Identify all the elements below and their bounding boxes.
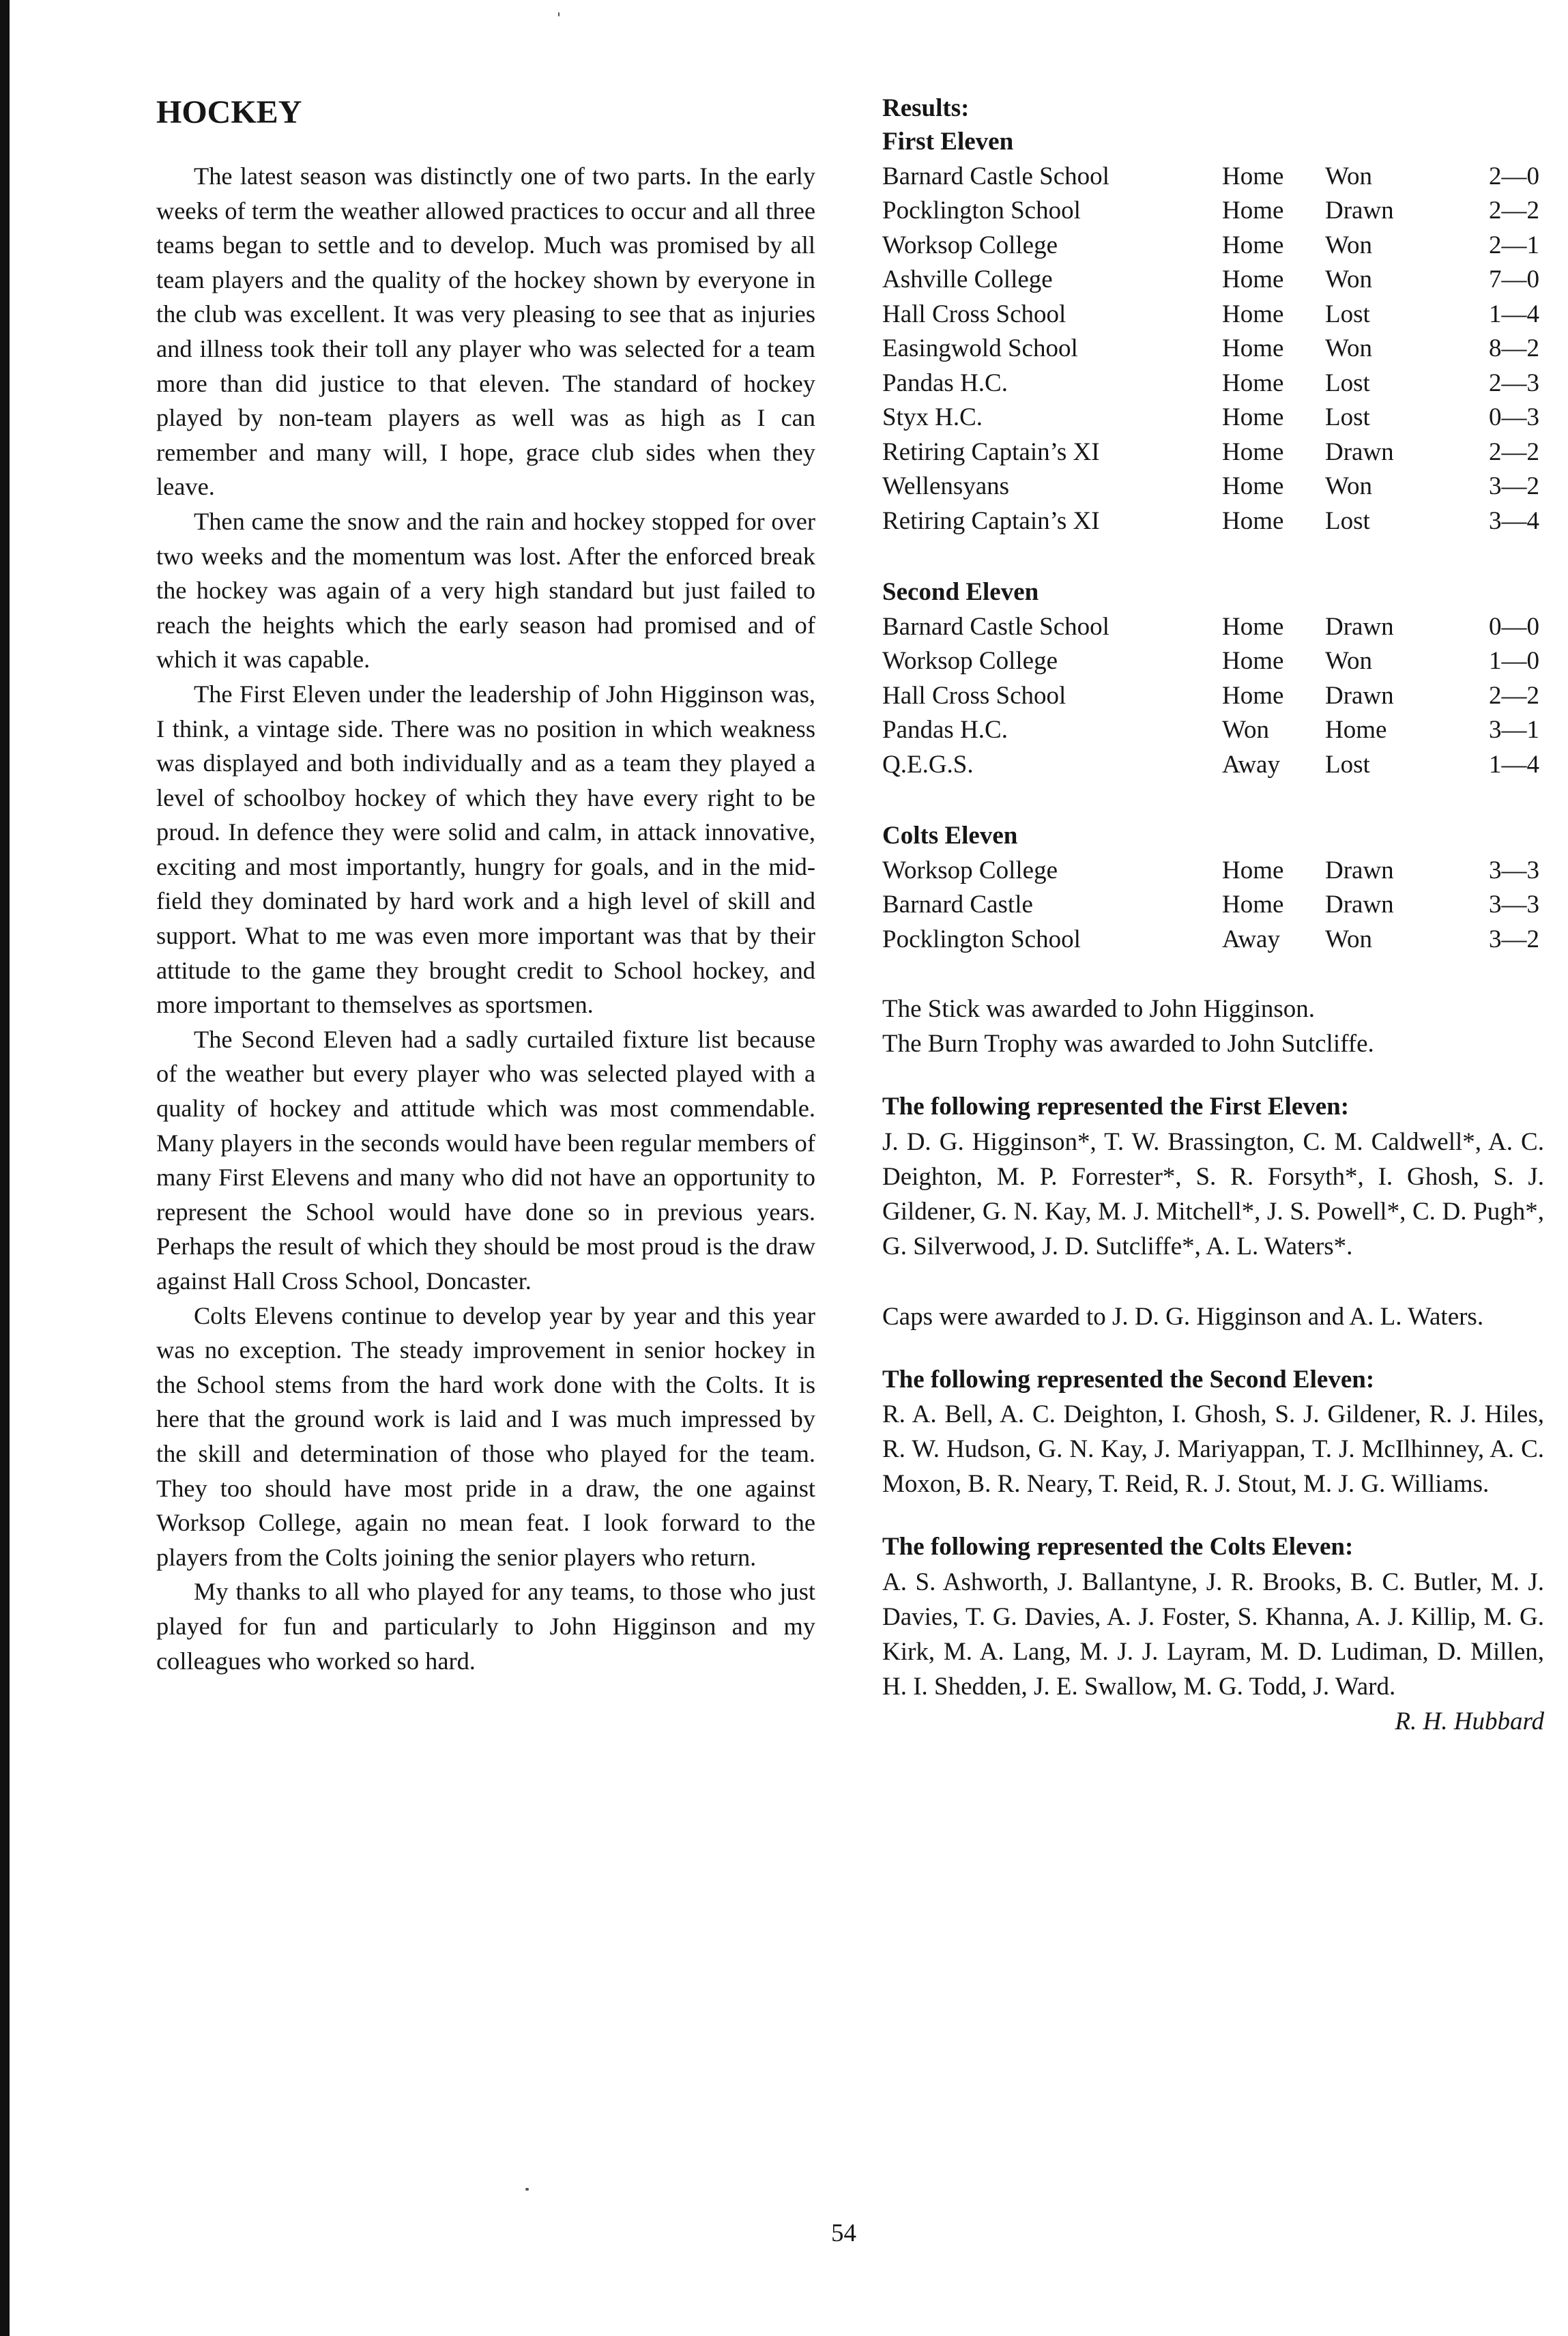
article-paragraph: The latest season was distinctly one of two parts. In the early weeks of term the weather allowed practices to occur and all three teams began to settle and to develop. Much was promised by all team players and the quality of the hockey shown by everyone in the club was excellent. It was very pleasing to see that as injuries and illness took their toll any player who was selected for a team more than did justice to that eleven. The standard of hockey played by non-team players as well was as high as I can remember and many will, I hope, grace club sides when they leave.	[156, 162, 815, 501]
colts-eleven-heading: Colts Eleven	[882, 822, 1018, 850]
match-score: 2—1	[1489, 231, 1539, 259]
opponent-name: Retiring Captain’s XI	[882, 437, 1100, 466]
result-row	[882, 644, 1539, 679]
match-venue: Home	[1222, 472, 1284, 500]
result-row	[882, 401, 1539, 435]
match-score: 3—2	[1489, 472, 1539, 500]
article-paragraph: The Second Eleven had a sadly curtailed fixture list because of the weather but every player who was selected played with a quality of hockey and attitude which was most commendable. Many players in the seconds would have been regular members of many First Elevens and many who did not have an opportunity to represent the School would have done so in previous years. Perhaps the result of which they should be most proud is the draw against Hall Cross School, Doncaster.	[156, 1025, 815, 1295]
result-row	[882, 713, 1539, 748]
match-venue: Home	[1222, 403, 1284, 431]
match-score: 1—4	[1489, 750, 1539, 779]
second-eleven-results-table	[882, 610, 1539, 783]
match-score: 3—3	[1489, 891, 1539, 919]
opponent-name: Wellensyans	[882, 472, 1010, 500]
match-result: Drawn	[1325, 612, 1394, 641]
article-column	[156, 92, 815, 1678]
opponent-name: Hall Cross School	[882, 681, 1066, 710]
result-row	[882, 435, 1539, 470]
match-venue: Home	[1222, 506, 1284, 535]
result-row	[882, 470, 1539, 504]
match-score: 3—3	[1489, 856, 1539, 884]
opponent-name: Easingwold School	[882, 334, 1078, 362]
match-venue: Won	[1222, 716, 1269, 744]
opponent-name: Hall Cross School	[882, 300, 1066, 328]
result-row	[882, 748, 1539, 783]
opponent-name: Worksop College	[882, 647, 1058, 675]
match-venue: Home	[1222, 647, 1284, 675]
match-result: Lost	[1325, 750, 1370, 779]
result-row	[882, 366, 1539, 401]
article-paragraph: My thanks to all who played for any teams, to those who just played for fun and particularly to John Higginson and my colleagues who worked so hard.	[156, 1578, 815, 1675]
article-title: HOCKEY	[156, 94, 302, 130]
match-score: 2—2	[1489, 437, 1539, 466]
match-result: Drawn	[1325, 681, 1394, 710]
result-row	[882, 610, 1539, 645]
match-result: Drawn	[1325, 891, 1394, 919]
article-paragraph: Then came the snow and the rain and hockey stopped for over two weeks and the momentum was lost. After the enforced break the hockey was again of a very high standard but just failed to reach the heights which the early season had promised and of which it was capable.	[156, 507, 815, 674]
results-heading: Results:	[882, 94, 970, 122]
author-signature: R. H. Hubbard	[1395, 1707, 1544, 1735]
result-row	[882, 923, 1539, 957]
match-venue: Home	[1222, 300, 1284, 328]
opponent-name: Pandas H.C.	[882, 369, 1008, 397]
match-score: 2—3	[1489, 369, 1539, 397]
match-score: 2—0	[1489, 162, 1539, 190]
article-paragraph: Colts Elevens continue to develop year by year and this year was no exception. The steady improvement in senior hockey in the School stems from the hard work done with the Colts. It is here that the ground work is laid and I was much impressed by the skill and determination of those who played for the team. They too should have most pride in a draw, the one against Worksop College, again no mean feat. I look forward to the players from the Colts joining the senior players who return.	[156, 1301, 815, 1571]
match-venue: Away	[1222, 925, 1280, 953]
match-result: Won	[1325, 472, 1372, 500]
match-venue: Home	[1222, 369, 1284, 397]
match-result: Won	[1325, 334, 1372, 362]
match-score: 3—1	[1489, 716, 1539, 744]
match-result: Won	[1325, 647, 1372, 675]
match-result: Won	[1325, 265, 1372, 293]
caps-awarded: Caps were awarded to J. D. G. Higginson and A. L. Waters.	[882, 1302, 1484, 1331]
match-score: 3—2	[1489, 925, 1539, 953]
page-number: 54	[831, 2219, 856, 2247]
match-venue: Home	[1222, 265, 1284, 293]
match-venue: Home	[1222, 437, 1284, 466]
result-row	[882, 888, 1539, 923]
opponent-name: Worksop College	[882, 856, 1058, 884]
match-result: Drawn	[1325, 197, 1394, 225]
scan-speck	[525, 2188, 529, 2191]
second-eleven-players-heading: The following represented the Second Eleven:	[882, 1365, 1375, 1394]
match-result: Home	[1325, 716, 1387, 744]
match-result: Won	[1325, 231, 1372, 259]
opponent-name: Styx H.C.	[882, 403, 983, 431]
results-column	[882, 92, 1544, 1739]
match-venue: Home	[1222, 334, 1284, 362]
scan-edge-shadow	[0, 0, 10, 2336]
colts-eleven-results-table	[882, 854, 1539, 957]
opponent-name: Worksop College	[882, 231, 1058, 259]
opponent-name: Pocklington School	[882, 197, 1081, 225]
result-row	[882, 332, 1539, 366]
match-result: Won	[1325, 162, 1372, 190]
opponent-name: Q.E.G.S.	[882, 750, 974, 779]
match-venue: Home	[1222, 681, 1284, 710]
result-row	[882, 298, 1539, 332]
opponent-name: Barnard Castle School	[882, 612, 1109, 641]
match-result: Won	[1325, 925, 1372, 953]
stick-award: The Stick was awarded to John Higginson.	[882, 995, 1316, 1023]
match-venue: Home	[1222, 162, 1284, 190]
match-venue: Away	[1222, 750, 1280, 779]
burn-trophy-award: The Burn Trophy was awarded to John Sutcliffe.	[882, 1029, 1374, 1058]
match-score: 0—0	[1489, 612, 1539, 641]
match-venue: Home	[1222, 891, 1284, 919]
opponent-name: Barnard Castle School	[882, 162, 1109, 190]
result-row	[882, 160, 1539, 194]
match-score: 3—4	[1489, 506, 1539, 535]
result-row	[882, 854, 1539, 889]
first-eleven-heading: First Eleven	[882, 128, 1014, 156]
result-row	[882, 194, 1539, 229]
match-venue: Home	[1222, 231, 1284, 259]
first-eleven-results-table	[882, 160, 1539, 539]
second-eleven-heading: Second Eleven	[882, 578, 1039, 606]
match-score: 0—3	[1489, 403, 1539, 431]
opponent-name: Retiring Captain’s XI	[882, 506, 1100, 535]
first-eleven-players-heading: The following represented the First Eleven:	[882, 1093, 1350, 1121]
colts-eleven-players-list: A. S. Ashworth, J. Ballantyne, J. R. Brooks, B. C. Butler, M. J. Davies, T. G. Davies, A. J. Foster, S. Khanna, A. J. Killip, M. G. Kirk, M. A. Lang, M. J. J. Layram, M. D. Ludiman, D. Millen, H. I. Shedden, J. E. Swallow, M. G. Todd, J. Ward.	[882, 1568, 1544, 1701]
second-eleven-players-list: R. A. Bell, A. C. Deighton, I. Ghosh, S. J. Gildener, R. J. Hiles, R. W. Hudson, G. N. Kay, J. Mariyappan, T. J. McIlhinney, A. C. Moxon, B. R. Neary, T. Reid, R. J. Stout, M. J. G. Williams.	[882, 1400, 1544, 1498]
result-row	[882, 504, 1539, 539]
result-row	[882, 679, 1539, 714]
match-venue: Home	[1222, 612, 1284, 641]
match-result: Drawn	[1325, 437, 1394, 466]
result-row	[882, 229, 1539, 263]
scan-speck	[558, 12, 560, 16]
opponent-name: Pocklington School	[882, 925, 1081, 953]
match-score: 2—2	[1489, 197, 1539, 225]
opponent-name: Barnard Castle	[882, 891, 1033, 919]
article-paragraph: The First Eleven under the leadership of John Higginson was, I think, a vintage side. There was no position in which weakness was displayed and both individually and as a team they played a level of schoolboy hockey of which they have every right to be proud. In defence they were solid and calm, in attack innovative, exciting and most importantly, hungry for goals, and in the mid-field they dominated by hard work and a high level of skill and support. What to me was even more important was that by their attitude to the game they brought credit to School hockey, and more important to themselves as sportsmen.	[156, 680, 815, 1019]
match-venue: Home	[1222, 197, 1284, 225]
result-row	[882, 263, 1539, 298]
match-result: Lost	[1325, 300, 1370, 328]
match-score: 2—2	[1489, 681, 1539, 710]
match-result: Lost	[1325, 369, 1370, 397]
match-result: Lost	[1325, 506, 1370, 535]
colts-eleven-players-heading: The following represented the Colts Eleven:	[882, 1533, 1354, 1561]
first-eleven-players-list: J. D. G. Higginson*, T. W. Brassington, C. M. Caldwell*, A. C. Deighton, M. P. Forrester*, S. R. Forsyth*, I. Ghosh, S. J. Gildener, G. N. Kay, M. J. Mitchell*, J. S. Powell*, C. D. Pugh*, G. Silverwood, J. D. Sutcliffe*, A. L. Waters*.	[882, 1127, 1544, 1260]
match-score: 1—4	[1489, 300, 1539, 328]
match-result: Lost	[1325, 403, 1370, 431]
opponent-name: Pandas H.C.	[882, 716, 1008, 744]
match-result: Drawn	[1325, 856, 1394, 884]
opponent-name: Ashville College	[882, 265, 1053, 293]
match-score: 7—0	[1489, 265, 1539, 293]
match-venue: Home	[1222, 856, 1284, 884]
match-score: 8—2	[1489, 334, 1539, 362]
match-score: 1—0	[1489, 647, 1539, 675]
